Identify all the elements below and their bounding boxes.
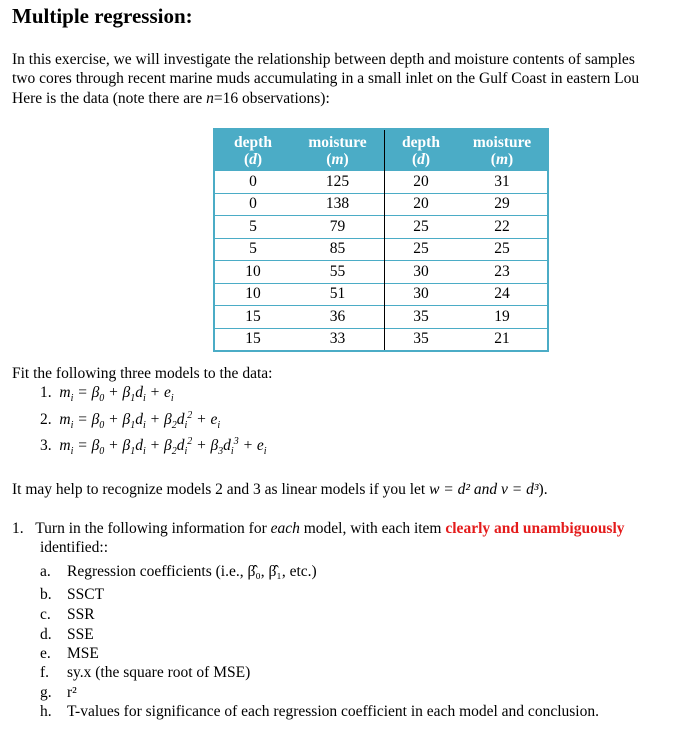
item-letter: h. bbox=[40, 703, 52, 720]
table-cell: 23 bbox=[457, 261, 548, 284]
model-equation: $m_i = \beta_0 + \beta_1d_i + \beta_2d_i^2 + e_i$ bbox=[59, 410, 221, 432]
item-text: MSE bbox=[67, 645, 99, 662]
table-cell: 10 bbox=[214, 283, 291, 306]
item-text: r² bbox=[67, 684, 77, 701]
v-def: v = d³ bbox=[501, 481, 539, 498]
item-letter: a. bbox=[40, 563, 51, 580]
table-cell: 125 bbox=[291, 171, 385, 194]
table-cell: 0 bbox=[214, 171, 291, 194]
task-emphasis: clearly and unambiguously bbox=[445, 520, 625, 537]
model-1 bbox=[40, 384, 174, 404]
table-cell: 0 bbox=[214, 193, 291, 216]
item-letter: f. bbox=[40, 664, 50, 681]
table-cell: 33 bbox=[291, 328, 385, 351]
hint-text: It may help to recognize models 2 and 3 as linear models if you let bbox=[12, 481, 430, 498]
checklist-item bbox=[40, 664, 250, 682]
table-cell: 25 bbox=[385, 216, 458, 239]
task-text: model, with each item bbox=[299, 520, 446, 537]
data-table bbox=[213, 128, 549, 352]
item-letter: g. bbox=[40, 684, 52, 701]
intro-line-2: two cores through recent marine muds accumulating in a small inlet on the Gulf Coast in eastern Lou bbox=[12, 70, 640, 87]
model-equation: $m_i = \beta_0 + \beta_1d_i + e_i$ bbox=[59, 384, 174, 405]
item-text: SSCT bbox=[67, 586, 105, 603]
model-equation: $m_i = \beta_0 + \beta_1d_i + \beta_2d_i^2 + \beta_3d_i^3 + e_i$ bbox=[59, 436, 267, 458]
table-cell: 35 bbox=[385, 306, 458, 329]
table-row bbox=[214, 283, 548, 306]
table-cell: 5 bbox=[214, 216, 291, 239]
task-number: 1. bbox=[12, 520, 24, 537]
table-cell: 20 bbox=[385, 193, 458, 216]
table-cell: 31 bbox=[457, 171, 548, 194]
item-letter: b. bbox=[40, 586, 52, 603]
table-cell: 15 bbox=[214, 306, 291, 329]
item-letter: c. bbox=[40, 606, 51, 623]
table-cell: 22 bbox=[457, 216, 548, 239]
w-def: w = d² and bbox=[429, 481, 502, 498]
table-row bbox=[214, 238, 548, 261]
table-cell: 15 bbox=[214, 328, 291, 351]
model-3 bbox=[40, 436, 267, 457]
table-row bbox=[214, 193, 548, 216]
table-cell: 29 bbox=[457, 193, 548, 216]
checklist-item bbox=[40, 606, 95, 624]
intro-line-3 bbox=[12, 90, 330, 108]
column-header: depth (d) bbox=[214, 129, 291, 171]
task-text: Turn in the following information for bbox=[35, 520, 271, 537]
table-row bbox=[214, 261, 548, 284]
table-cell: 138 bbox=[291, 193, 385, 216]
checklist-item bbox=[40, 586, 104, 604]
table-cell: 21 bbox=[457, 328, 548, 351]
table-row bbox=[214, 171, 548, 194]
model-number: 2. bbox=[40, 411, 52, 429]
table-cell: 79 bbox=[291, 216, 385, 239]
column-header: depth (d) bbox=[385, 129, 458, 171]
table-cell: 51 bbox=[291, 283, 385, 306]
table-cell: 35 bbox=[385, 328, 458, 351]
item-text: T-values for significance of each regression coefficient in each model and conclusion. bbox=[67, 703, 599, 720]
n-symbol: n bbox=[206, 90, 214, 107]
task-line-1 bbox=[12, 520, 625, 538]
checklist-item bbox=[40, 626, 94, 644]
table-cell: 30 bbox=[385, 261, 458, 284]
intro-text: =16 observations): bbox=[213, 90, 330, 107]
checklist-item bbox=[40, 645, 99, 663]
checklist-item bbox=[40, 703, 599, 721]
table-cell: 10 bbox=[214, 261, 291, 284]
table-cell: 30 bbox=[385, 283, 458, 306]
table-cell: 85 bbox=[291, 238, 385, 261]
item-text: sy.x (the square root of MSE) bbox=[67, 664, 251, 681]
checklist-item bbox=[40, 684, 77, 702]
hint-text: ). bbox=[538, 481, 548, 498]
item-text: SSE bbox=[67, 626, 94, 643]
table-cell: 5 bbox=[214, 238, 291, 261]
item-letter: e. bbox=[40, 645, 51, 662]
page-title: Multiple regression: bbox=[12, 4, 193, 28]
intro-text: Here is the data (note there are bbox=[12, 90, 207, 107]
table-cell: 24 bbox=[457, 283, 548, 306]
table-cell: 25 bbox=[385, 238, 458, 261]
column-header: moisture (m) bbox=[291, 129, 385, 171]
table-cell: 25 bbox=[457, 238, 548, 261]
table-row bbox=[214, 216, 548, 239]
item-text: SSR bbox=[67, 606, 95, 623]
hint bbox=[12, 481, 548, 499]
intro-line-1: In this exercise, we will investigate the relationship between depth and moisture contents of samples bbox=[12, 51, 635, 68]
table-row bbox=[214, 306, 548, 329]
model-number: 3. bbox=[40, 437, 52, 455]
table-cell: 19 bbox=[457, 306, 548, 329]
task-line-2: identified:: bbox=[40, 539, 109, 556]
model-number: 1. bbox=[40, 384, 52, 401]
table-cell: 36 bbox=[291, 306, 385, 329]
table-row bbox=[214, 328, 548, 351]
model-2 bbox=[40, 410, 220, 431]
checklist-item bbox=[40, 563, 317, 581]
item-letter: d. bbox=[40, 626, 52, 643]
column-header: moisture (m) bbox=[457, 129, 548, 171]
table-cell: 20 bbox=[385, 171, 458, 194]
item-text: Regression coefficients (i.e., β̂₀, β̂₁, etc.) bbox=[67, 563, 317, 580]
table-cell: 55 bbox=[291, 261, 385, 284]
fit-instruction: Fit the following three models to the data: bbox=[12, 365, 273, 382]
task-each: each bbox=[270, 520, 300, 537]
